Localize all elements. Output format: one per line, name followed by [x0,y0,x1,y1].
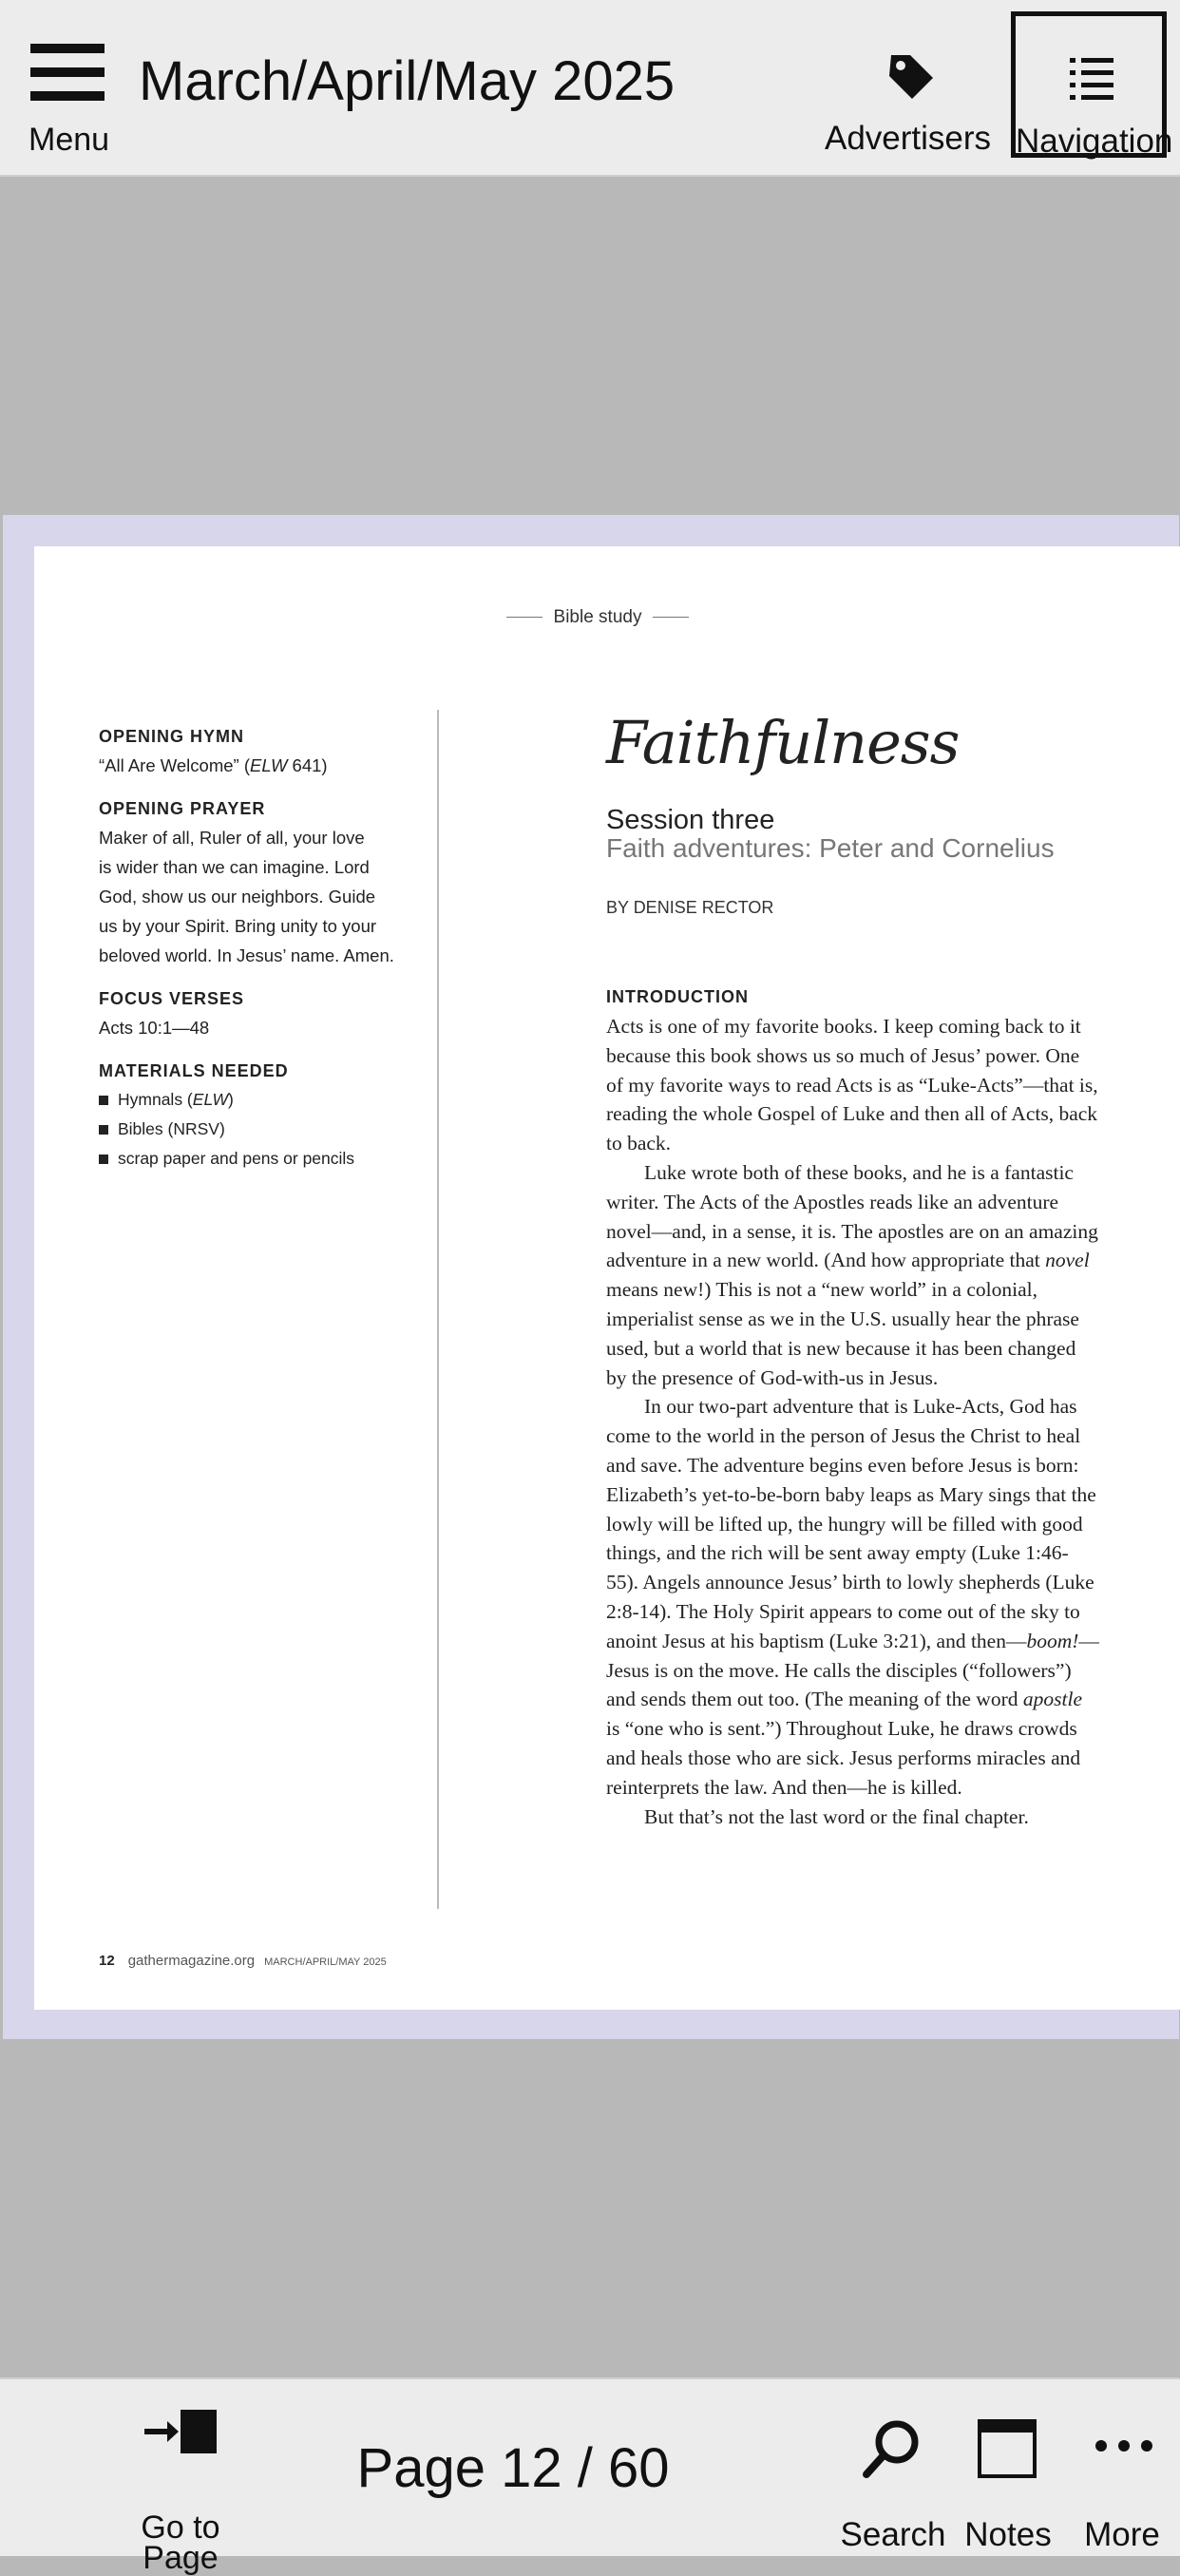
section-tag: Bible study [34,607,1161,628]
column-divider [437,710,439,1909]
list-icon [1068,54,1115,102]
ellipsis-icon [1094,2436,1154,2455]
notes-button[interactable] [956,2417,1060,2553]
page-indicator: Page 12 / 60 [356,2437,670,2499]
navigation-button[interactable] [1011,11,1173,160]
window-icon [977,2417,1037,2480]
page-folio: 12 gathermagazine.org MARCH/APRIL/MAY 2025 [99,1953,387,1969]
byline: BY DENISE RECTOR [606,898,774,917]
top-toolbar [0,0,1180,177]
list-item: Hymnals (ELW) [99,1085,450,1115]
paragraph: Acts is one of my favorite books. I keep coming back to it because this book shows us so much of Jesus’ power. One of my favorite ways to read Acts is as “Luke-Acts”—that is, reading the whole Gospel of Luke and then all of Acts, back to back. [606,1015,1098,1155]
paragraph: But that’s not the last word or the final chapter. [644,1804,1029,1828]
arrow-to-page-icon [143,2408,219,2455]
article-body [606,1012,1100,1831]
hymn-heading: OPENING HYMN [99,727,245,746]
materials-heading: MATERIALS NEEDED [99,1061,289,1080]
list-item: Bibles (NRSV) [99,1115,450,1144]
hamburger-icon [30,44,105,101]
notes-label: Notes [964,2516,1052,2553]
list-item: scrap paper and pens or pencils [99,1144,450,1174]
more-button[interactable] [1070,2417,1174,2553]
advertisers-label: Advertisers [825,120,992,157]
go-to-page-label: Go to Page [141,2509,220,2576]
article-title: Faithfulness [606,708,960,777]
prayer-heading: OPENING PRAYER [99,799,266,818]
magnifier-icon [861,2417,923,2480]
search-button[interactable] [836,2417,950,2553]
paragraph: Luke wrote both of these books, and he is a fantastic writer. The Acts of the Apostles reads like an adventure novel—and, in a sense, it is. The apostles are on an amazing adventure in a new world. (And how appropriate that novel means new!) This is not a “new world” in a colonial, imperialist sense as we in the U.S. usually hear the phrase used, but a world that is new because it has been changed by the presence of God-with-us in Jesus. [606,1160,1098,1389]
magazine-page[interactable] [34,546,1180,2010]
prayer-text: Maker of all, Ruler of all, your love is wider than we can imagine. Lord God, show us our neighbors. Guide us by your Spirit. Bring unity to your beloved world. In Jesus’ name. Amen. [99,828,394,965]
search-label: Search [840,2516,946,2553]
focus-heading: FOCUS VERSES [99,989,245,1008]
session-label: Session three [606,805,775,835]
menu-button[interactable] [21,38,125,162]
intro-heading: INTRODUCTION [606,987,749,1006]
study-sidebar [99,727,450,1174]
navigation-label: Navigation [1016,123,1173,160]
hymn-text: “All Are Welcome” (ELW 641) [99,755,328,775]
bottom-toolbar [0,2377,1180,2576]
materials-list [99,1085,450,1174]
paragraph: In our two-part adventure that is Luke-Acts, God has come to the world in the person of Jesus the Christ to heal and save. The adventure begins even before Jesus is born: Elizabeth’s yet-to-be-born baby leaps as Mary sings that the lowly will be lifted up, the hungry will be filled with good things, and the rich will be sent away empty (Luke 1:46-55). Angels announce Jesus’ birth to lowly shepherds (Luke 2:8-14). The Holy Spirit appears to come out of the sky to anoint Jesus at his baptism (Luke 3:21), and then—boom!—Jesus is on the move. He calls the disciples (“followers”) and sends them out too. (The meaning of the word apostle is “one who is sent.”) Throughout Luke, he draws crowds and heals those who are sick. Jesus performs miracles and reinterprets the law. And then—he is killed. [606,1395,1099,1799]
article-subtitle: Faith adventures: Peter and Cornelius [606,833,1055,863]
tag-icon [882,49,939,106]
menu-label: Menu [29,122,110,158]
issue-title: March/April/May 2025 [139,50,676,112]
go-to-page-button[interactable] [114,2408,247,2576]
advertisers-button[interactable] [819,38,1018,162]
more-label: More [1084,2516,1160,2553]
focus-text: Acts 10:1—48 [99,1018,210,1038]
page-viewer[interactable] [3,515,1179,2039]
